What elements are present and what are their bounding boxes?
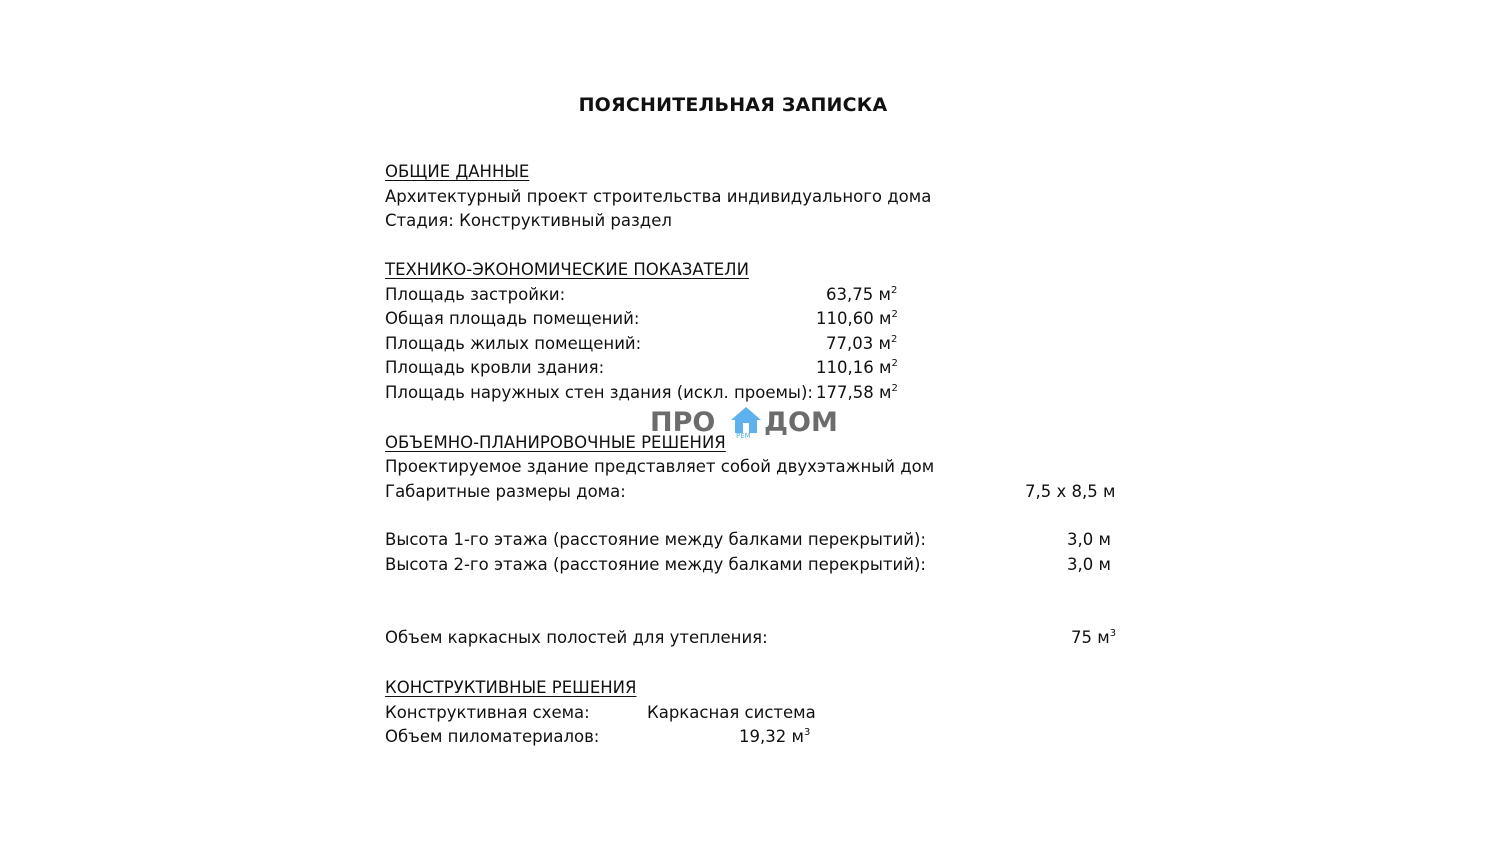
planning-dims-label: Габаритные размеры дома: <box>385 482 626 501</box>
section-heading-planning: ОБЪЕМНО-ПЛАНИРОВОЧНЫЕ РЕШЕНИЯ <box>385 433 726 452</box>
general-line-project: Архитектурный проект строительства индивидуального дома <box>385 187 932 206</box>
tech-value: 63,75 $м^2$ <box>826 285 898 304</box>
floor1-height-label: Высота 1-го этажа (расстояние между балками перекрытий): <box>385 530 926 549</box>
tech-value: 177,58 $м^2$ <box>816 383 898 402</box>
insulation-volume-label: Объем каркасных полостей для утепления: <box>385 628 768 647</box>
tech-value: 110,60 $м^2$ <box>816 309 898 328</box>
planning-dims-value: 7,5 х 8,5 м <box>1025 482 1116 501</box>
floor1-height-value: 3,0 м <box>1067 530 1111 549</box>
tech-label: Площадь кровли здания: <box>385 358 605 377</box>
page-title: ПОЯСНИТЕЛЬНАЯ ЗАПИСКА <box>578 94 888 116</box>
construct-lumber-value: 19,32 $м^3$ <box>739 727 811 746</box>
house-icon <box>730 405 762 435</box>
general-line-stage: Стадия: Конструктивный раздел <box>385 211 672 230</box>
section-heading-general: ОБЩИЕ ДАННЫЕ <box>385 162 530 181</box>
construct-scheme-label: Конструктивная схема: <box>385 703 590 722</box>
planning-line-building: Проектируемое здание представляет собой двухэтажный дом <box>385 457 935 476</box>
floor2-height-label: Высота 2-го этажа (расстояние между балками перекрытий): <box>385 555 926 574</box>
tech-label: Площадь жилых помещений: <box>385 334 642 353</box>
section-heading-construct: КОНСТРУКТИВНЫЕ РЕШЕНИЯ <box>385 678 637 697</box>
watermark-logo: ПРО РЕМ ДОМ <box>650 407 838 440</box>
tech-value: 110,16 $м^2$ <box>816 358 898 377</box>
construct-lumber-label: Объем пиломатериалов: <box>385 727 600 746</box>
tech-label: Общая площадь помещений: <box>385 309 640 328</box>
insulation-volume-value: 75 $м^3$ <box>1071 628 1117 647</box>
floor2-height-value: 3,0 м <box>1067 555 1111 574</box>
section-heading-tech: ТЕХНИКО-ЭКОНОМИЧЕСКИЕ ПОКАЗАТЕЛИ <box>385 260 749 279</box>
tech-label: Площадь застройки: <box>385 285 566 304</box>
tech-label: Площадь наружных стен здания (искл. проемы): <box>385 383 813 402</box>
tech-value: 77,03 $м^2$ <box>826 334 898 353</box>
construct-scheme-value: Каркасная система <box>647 703 816 722</box>
